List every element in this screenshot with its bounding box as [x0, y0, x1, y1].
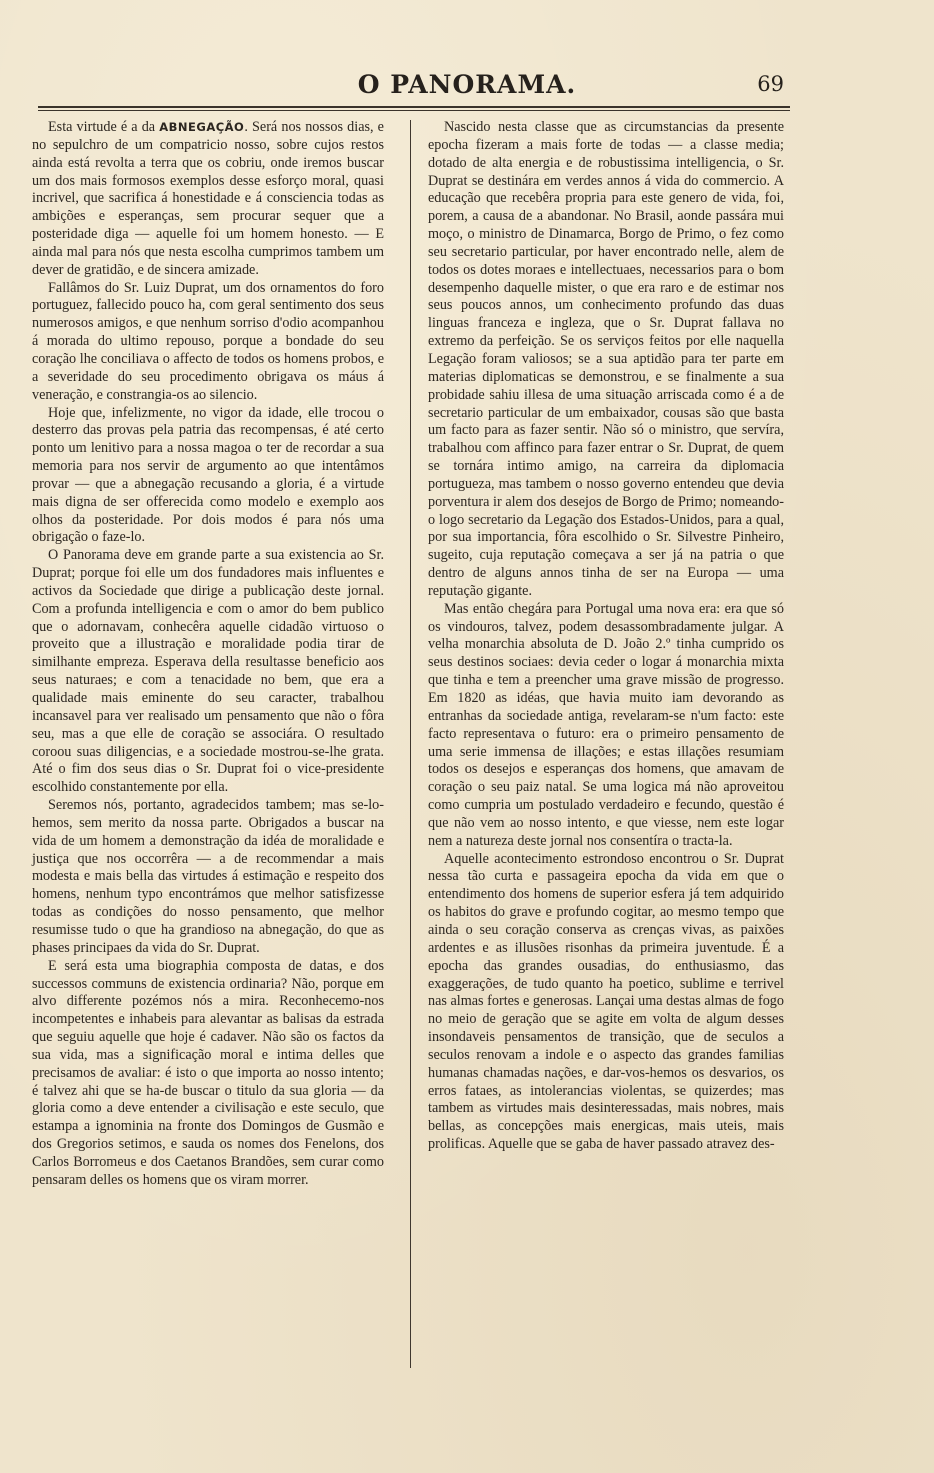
left-column [32, 119, 384, 1190]
paragraph-text: . Será nos nossos dias, e no sepulchro de um compatricio nosso, sobre cujos restos ainda está revolta a terra que os cobriu, onde iremos buscar um dos mais formosos exemplos desse esforço moral, quasi incrivel, que sacrifica á honestidade e á consciencia todas as ambições e esperanças, sem procurar sequer que a posteridade diga — aquelle foi um homem honesto. — E ainda mal para nós que nesta escolha cumprimos tambem um dever de gratidão, e de sincera amizade. [32, 119, 384, 278]
header-rule [38, 106, 790, 111]
paragraph: Hoje que, infelizmente, no vigor da idade, elle trocou o desterro das provas pela patria das recompensas, é até certo ponto um lenitivo para a nossa magoa o ter de recordar a sua memoria para nos servir de argumento ao que intentâmos provar — que a abnegação recusando a gloria, é a virtude mais digna de ser offerecida como modelo e exemplo aos olhos da posteridade. Por dois modos é para nós uma obrigação o faze-lo. [32, 404, 384, 546]
paragraph-lead: Esta virtude é a da [48, 119, 160, 135]
paragraph: Seremos nós, portanto, agradecidos tambem; mas se-lo-hemos, sem merito da nossa parte. Obrigados a buscar na vida de um homem a demonstração da idéa de moralidade e justiça que nos occorrêra — a de recommendar a mais modesta e mais bella das virtudes á estimação e respeito dos homens, nenhum typo encontrámos que melhor satisfizesse todas as condições do nosso pensamento, que melhor resumisse tudo o que ha grandioso na abnegação, do que as phases principaes da vida do Sr. Duprat. [32, 797, 384, 956]
page-number: 69 [757, 72, 784, 96]
paragraph: Aquelle acontecimento estrondoso encontrou o Sr. Duprat nessa tão curta e passageira epocha da vida em que o entendimento dos homens de superior esfera já tem adquirido os habitos do grave e profundo cogitar, ao mesmo tempo que ainda o seu coração conserva as crenças vivas, as paixões ardentes e as illusões risonhas da primeira juventude. É a epocha das grandes ousadias, do enthusiasmo, das exaggerações, de tudo quanto ha poetico, sublime e terrivel nas almas fortes e generosas. Lançai uma destas almas de fogo no meio de geração que se agite em volta de algum desses insondaveis pensamentos de transição, que de seculos a seculos renovam a indole e o aspecto das grandes familias humanas chamadas nações, e dar-vos-hemos os desvarios, os erros fataes, as intolerancias violentas, se quizerdes; mas tambem as virtudes mais desinteressadas, mais nobres, mais bellas, as concepções mais energicas, mais uteis, mais prolificas. Aquelle que se gaba de haver passado atravez des- [428, 850, 784, 1153]
paragraph: Fallâmos do Sr. Luiz Duprat, um dos ornamentos do foro portuguez, fallecido pouco ha, com geral sentimento dos seus numerosos amigos, e que nenhum sorriso d'odio acompanhou á morada do ultimo repouso, porque a bondade do seu coração lhe conciliava o affecto de todos os homens probos, e a severidade do seu procedimento obrigava os máus á veneração, e constrangia-os ao silencio. [32, 279, 384, 403]
emphasis-word: ABNEGAÇÃO [159, 120, 245, 134]
paragraph [32, 119, 384, 280]
page-title: O PANORAMA. [357, 70, 577, 99]
column-divider [410, 120, 411, 1368]
paragraph: O Panorama deve em grande parte a sua existencia ao Sr. Duprat; porque foi elle um dos fundadores mais influentes e activos da Sociedade que dirige a publicação deste jornal. Com a profunda intelligencia e com o amor do bem publico que o adornavam, conhecêra aquelle cidadão virtuoso o proveito que a illustração e moralidade podia tirar de similhante empreza. Esperava della resultasse beneficio aos seus naturaes; e com a tenacidade no bem, que era a qualidade mais eminente do seu caracter, trabalhou incansavel para ver realisado um pensamento que não o fôra seu, mas a que elle de coração se associára. O resultado coroou suas diligencias, e a sociedade mostrou-se-lhe grata. Até o fim dos seus dias o Sr. Duprat foi o vice-presidente escolhido constantemente por ella. [32, 547, 384, 796]
right-column [428, 119, 784, 1154]
paragraph: Nascido nesta classe que as circumstancias da presente epocha fizeram a mais forte de todas — a classe media; dotado de alta energia e de robustissima intelligencia, o Sr. Duprat se destinára em verdes annos á vida do commercio. A educação que recebêra propria para este genero de vida, foi, porem, a causa de a abandonar. No Brasil, aonde passára mui moço, o ministro de Dinamarca, Borgo de Primo, o fez como seu secretario particular, por haver encontrado nelle, alem de todos os dotes moraes e intellectuaes, necessarios para o bom desempenho daquelle mister, o que era raro e de estimar nos seus poucos annos, um conhecimento profundo das duas linguas franceza e ingleza, que o Sr. Duprat fallava no extremo da perfeição. Se os serviços feitos por elle naquella Legação foram valiosos; se a sua aptidão para ter parte em materias diplomaticas se demonstrou, e se finalmente a sua probidade sahiu illesa de uma situação arriscada como é a de secretario particular de um embaixador, cousas são que basta um facto para as fazer sentir. Não só o ministro, que servíra, trabalhou com affinco para fazer entrar o Sr. Duprat, de quem se tornára intimo amigo, na carreira da diplomacia portugueza, mas tambem o nosso governo entendeu que devia porventura ir alem dos desejos de Borgo de Primo; nomeando-o logo secretario da Legação dos Estados-Unidos, para a qual, por sua importancia, fôra escolhido o Sr. Silvestre Pinheiro, sugeito, cuja reputação começava a ser já na patria o que dentro de alguns annos tinha de ser na Europa — uma reputação gigante. [428, 119, 784, 599]
paragraph: E será esta uma biographia composta de datas, e dos successos communs de existencia ordinaria? Não, porque em alvo differente pozémos nós a mira. Reconhecemo-nos incompetentes e inhabeis para alevantar as balisas da estrada que seguiu aquelle que hoje é cadaver. Não são os factos da sua vida, mas a significação moral e intima delles que precisamos de avaliar: é isto o que importa ao nosso intento; é talvez ahi que se ha-de buscar o titulo da sua gloria — da gloria como a deve entender a civilisação e este seculo, que estampa a ignominia na fronte dos Domingos de Gusmão e dos Gregorios setimos, e sauda os nomes dos Fenelons, dos Carlos Borromeus e dos Caetanos Brandões, sem curar como pensaram delles os homens que os viram morrer. [32, 957, 384, 1188]
paragraph: Mas então chegára para Portugal uma nova era: era que só os vindouros, talvez, podem desassombradamente julgar. A velha monarchia absoluta de D. João 2.º tinha cumprido os seus destinos sociaes: devia ceder o logar á monarchia mixta que tinha e tem a preencher uma grave missão de progresso. Em 1820 as idéas, que havia muito iam devorando as entranhas da sociedade antiga, revelaram-se n'um facto: este facto representava o futuro: era o primeiro pensamento de uma serie immensa de illações; e estas illações resumiam todos os desejos e esperanças dos homens, que amavam de coração o seu paiz natal. Se uma logica má não aproveitou como cumpria um postulado verdadeiro e fecundo, questão é que não vem ao nosso intento, e que viesse, nem este logar nem a natureza deste jornal nos consentíra o tracta-la. [428, 600, 784, 849]
